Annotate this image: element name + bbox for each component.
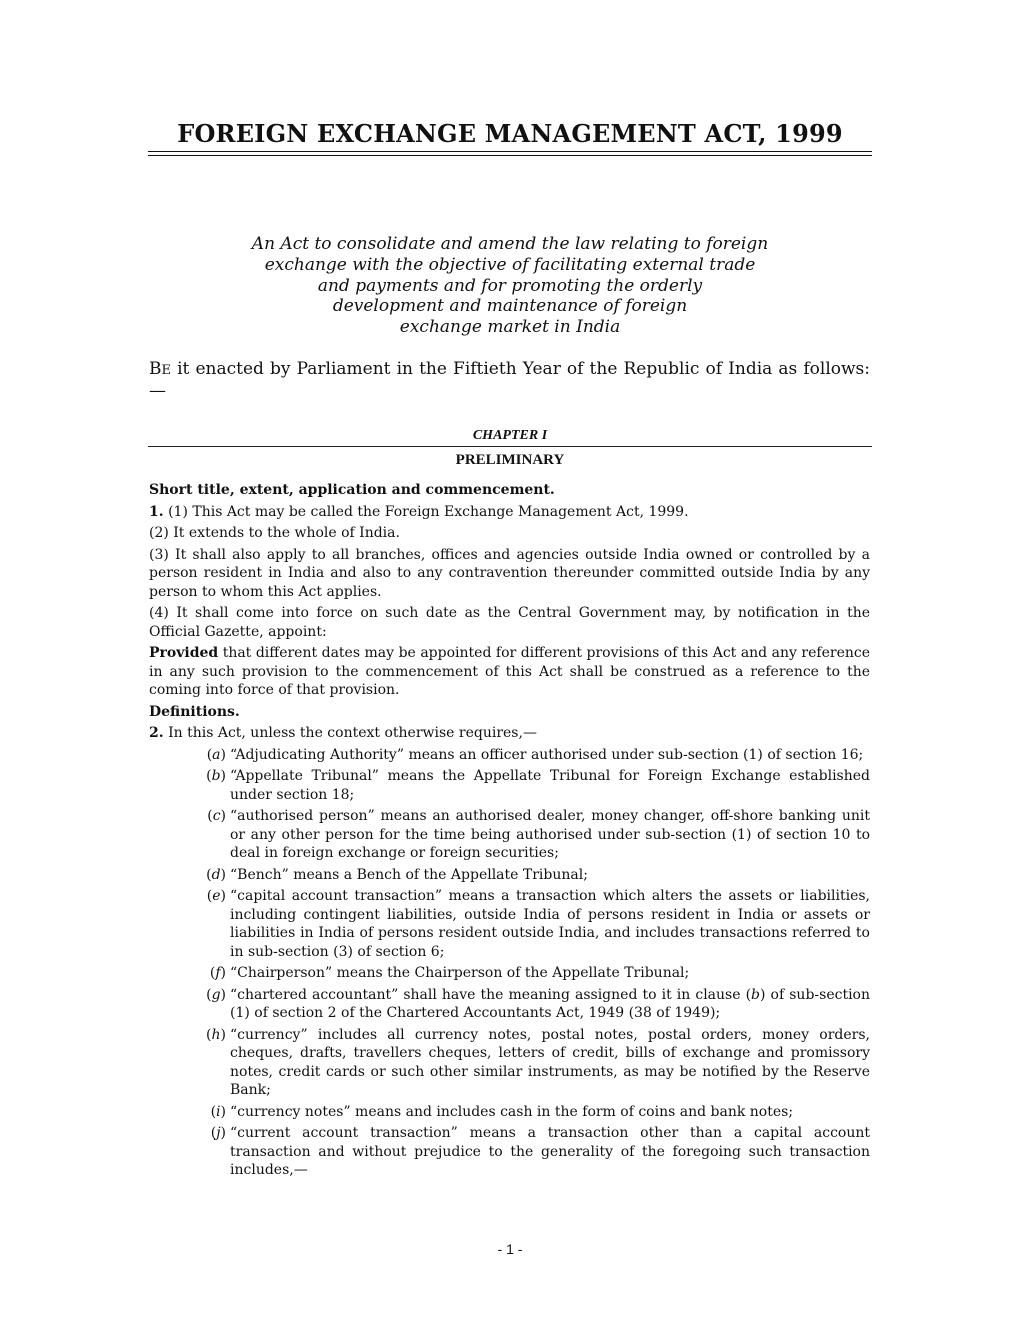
enact-text: it enacted by Parliament in the Fiftieth Year of the Republic of India as follows:— — [149, 359, 870, 401]
clause-text: “Appellate Tribunal” means the Appellate Tribunal for Foreign Exchange established under section 18; — [230, 768, 870, 803]
enacting-formula — [149, 359, 870, 402]
definition-clause-i — [149, 1103, 870, 1122]
proviso-text: that different dates may be appointed for different provisions of this Act and any reference in any such provision to the commencement of this Act shall be construed as a reference to the coming into force of that provision. — [149, 645, 870, 698]
clause-label: (g) — [206, 986, 226, 1003]
definition-clause-d — [149, 866, 870, 885]
definition-clause-a — [149, 746, 870, 765]
clause-text: “currency” includes all currency notes, postal notes, postal orders, money orders, cheques, drafts, travellers cheques, letters of credit, bills of exchange and promissory notes, credit cards or such other similar instruments, as may be notified by the Reserve Bank; — [230, 1026, 870, 1098]
clause-text: “Bench” means a Bench of the Appellate Tribunal; — [230, 866, 588, 883]
clause-text: “currency notes” means and includes cash in the form of coins and bank notes; — [230, 1103, 794, 1120]
section-1-subsection-1-text: (1) This Act may be called the Foreign Exchange Management Act, 1999. — [163, 503, 689, 520]
definition-clause-e — [149, 887, 870, 961]
definition-clause-h — [149, 1026, 870, 1100]
act-body — [149, 481, 870, 1183]
chapter-number: CHAPTER I — [472, 428, 548, 443]
clause-label: (e) — [206, 888, 226, 904]
clause-text: “chartered accountant” shall have the meaning assigned to it in clause (b) of sub-section (1) of section 2 of the Chartered Accountants Act, 1949 (38 of 1949); — [230, 986, 870, 1021]
section-1-proviso — [149, 644, 870, 700]
clause-text: “authorised person” means an authorised dealer, money changer, off-shore banking unit or any other person for the time being authorised under sub-section (1) of section 10 to deal in foreign exchange or foreign securities; — [230, 808, 870, 861]
definition-clause-g — [149, 986, 870, 1023]
section-1-subsection-1 — [149, 503, 870, 522]
clause-text: “capital account transaction” means a transaction which alters the assets or liabilities, including contingent liabilities, outside India of persons resident in India or assets or liabilities in India of persons resident outside India, and includes transactions referred to in sub-section (3) of section 6; — [230, 888, 870, 960]
preamble-line: exchange with the objective of facilitating external trade — [264, 254, 756, 275]
long-title-preamble — [200, 234, 820, 338]
section-1-heading: Short title, extent, application and commencement. — [149, 482, 555, 498]
clause-label: (i) — [210, 1103, 226, 1120]
act-title: FOREIGN EXCHANGE MANAGEMENT ACT, 1999 — [177, 119, 843, 148]
preamble-line: and payments and for promoting the orderly — [317, 275, 703, 296]
section-1-number: 1. — [149, 503, 164, 520]
preamble-line: exchange market in India — [399, 317, 621, 338]
clause-text: “Adjudicating Authority” means an officer authorised under sub-section (1) of section 16; — [230, 746, 864, 763]
chapter-divider — [148, 446, 872, 447]
preamble-line: An Act to consolidate and amend the law relating to foreign — [251, 234, 769, 254]
clause-label: (b) — [206, 768, 226, 784]
clause-text: “Chairperson” means the Chairperson of the Appellate Tribunal; — [230, 965, 690, 981]
title-underline-upper — [148, 151, 872, 152]
section-1-subsection-2: (2) It extends to the whole of India. — [149, 525, 400, 541]
page-number: - 1 - — [497, 1241, 523, 1257]
section-1-subsection-4: (4) It shall come into force on such date as the Central Government may, by notification in the Official Gazette, appoint: — [149, 605, 870, 640]
definition-clause-b — [149, 767, 870, 804]
title-underline-lower — [148, 155, 872, 156]
section-2-heading: Definitions. — [149, 703, 240, 720]
clause-label: (j) — [210, 1125, 226, 1141]
enact-initial: B — [149, 359, 162, 379]
section-2-intro — [149, 724, 870, 743]
clause-label: (f) — [209, 965, 226, 981]
proviso-label: Provided — [149, 645, 219, 661]
section-2-intro-text: In this Act, unless the context otherwise requires,— — [163, 725, 537, 741]
clause-label: (d) — [206, 866, 226, 883]
definition-clause-c — [149, 807, 870, 863]
definition-clause-j — [149, 1124, 870, 1180]
clause-label: (h) — [206, 1026, 226, 1043]
section-1-subsection-3: (3) It shall also apply to all branches, offices and agencies outside India owned or controlled by a person resident in India and also to any contravention thereunder committed outside India by any person to whom this Act applies. — [149, 546, 870, 600]
clause-text: “current account transaction” means a transaction other than a capital account transaction and without prejudice to the generality of the foregoing such transaction includes,— — [230, 1125, 870, 1178]
clause-label: (a) — [206, 746, 226, 763]
definition-clause-f — [149, 964, 870, 983]
enact-small-cap: E — [161, 363, 171, 378]
chapter-name: PRELIMINARY — [455, 452, 565, 468]
clause-label: (c) — [207, 808, 226, 824]
section-2-number: 2. — [149, 725, 164, 741]
preamble-line: development and maintenance of foreign — [332, 296, 688, 317]
